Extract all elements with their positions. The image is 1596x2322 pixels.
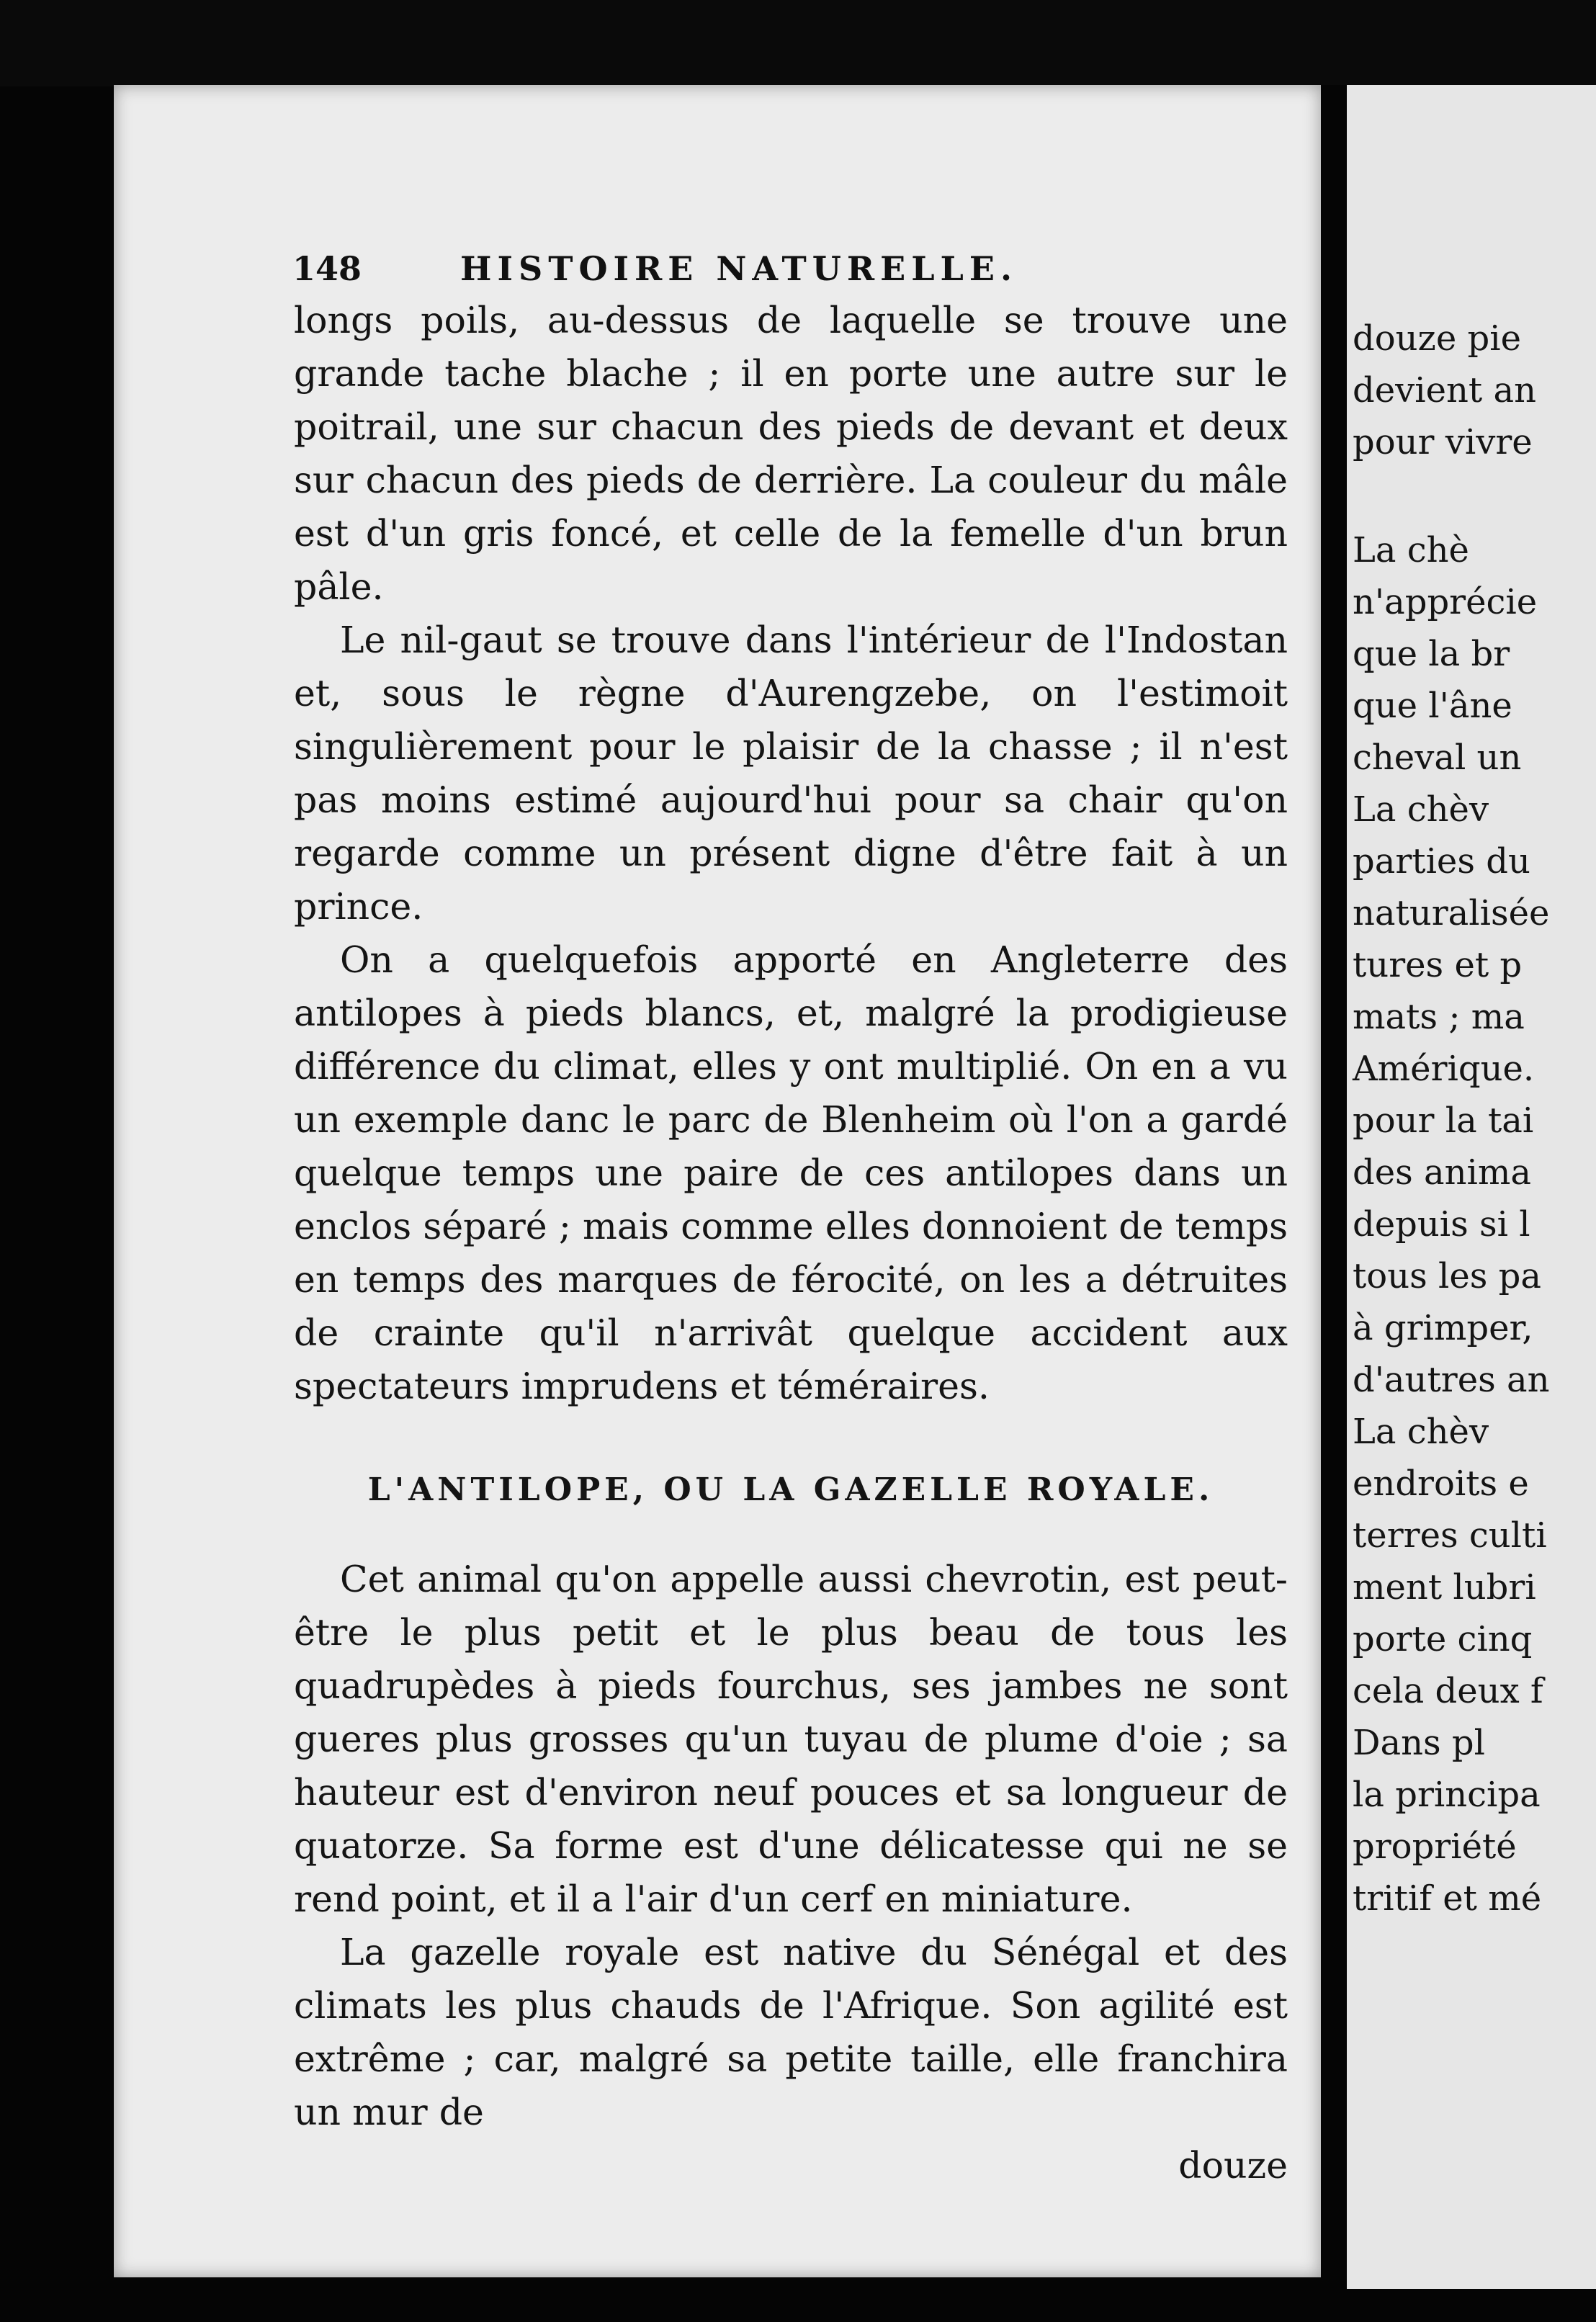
right-page-line: terres culti <box>1353 1515 1547 1556</box>
right-page-line: à grimper, <box>1353 1308 1533 1348</box>
right-page <box>1347 85 1596 2289</box>
right-page-line <box>1353 468 1596 524</box>
right-page-line: tous les pa <box>1353 1256 1541 1296</box>
page-body <box>294 294 1288 2192</box>
right-page-line: depuis si l <box>1353 1204 1530 1245</box>
right-page-line: pour vivre <box>1353 422 1533 462</box>
right-page-line: cela deux f <box>1353 1671 1543 1711</box>
right-page-line: Amérique. <box>1353 1049 1535 1089</box>
paragraph: Cet animal qu'on appelle aussi chevrotin, est peut-être le plus petit et le plus beau de tous les quadrupèdes à pieds fourchus, ses jambes ne sont gueres plus grosses qu'un tuyau de plume d'oie ; sa hauteur est d'environ neuf pouces et sa longueur de quatorze. Sa forme est d'une délicatesse qui ne se rend point, et il a l'air d'un cerf en miniature. <box>294 1558 1288 1920</box>
right-page-line: la principa <box>1353 1775 1541 1815</box>
catchword: douze <box>1178 2144 1288 2187</box>
right-page-line: ment lubri <box>1353 1567 1536 1608</box>
right-page-line: cheval un <box>1353 738 1522 778</box>
right-page-text <box>1353 313 1596 1924</box>
scan-background <box>0 0 1596 86</box>
right-page-line: devient an <box>1353 370 1536 411</box>
right-page-line: endroits e <box>1353 1463 1529 1504</box>
right-page-line: que la br <box>1353 634 1510 674</box>
right-page-line: parties du <box>1353 841 1530 882</box>
book-gutter <box>1321 85 1347 2289</box>
paragraph: longs poils, au-dessus de laquelle se trouve une grande tache blache ; il en porte une autre sur le poitrail, une sur chacun des pieds de devant et deux sur chacun des pieds de derrière. La couleur du mâle est d'un gris foncé, et celle de la femelle d'un brun pâle. <box>294 299 1288 608</box>
running-title: HISTOIRE NATURELLE. <box>460 249 1018 288</box>
right-page-line: propriété <box>1353 1826 1517 1867</box>
right-page-line: tures et p <box>1353 945 1523 985</box>
right-page-line: naturalisée <box>1353 893 1550 933</box>
right-page-line: La chèv <box>1353 789 1489 830</box>
right-page-line: tritif et mé <box>1353 1878 1542 1919</box>
right-page-line: Dans pl <box>1353 1723 1485 1763</box>
paragraph: On a quelquefois apporté en Angleterre des antilopes à pieds blancs, et, malgré la prodigieuse différence du climat, elles y ont multiplié. On en a vu un exemple danc le parc de Blenheim où l'on a gardé quelque temps une paire de ces antilopes dans un enclos séparé ; mais comme elles donnoient de temps en temps des marques de férocité, on les a détruites de crainte qu'il n'arrivât quelque accident aux spectateurs imprudens et téméraires. <box>294 938 1288 1407</box>
right-page-line: des anima <box>1353 1152 1532 1193</box>
right-page-line: d'autres an <box>1353 1360 1550 1400</box>
left-page <box>114 85 1321 2277</box>
right-page-line: La chè <box>1353 530 1469 570</box>
right-page-line: porte cinq <box>1353 1619 1533 1659</box>
paragraph: La gazelle royale est native du Sénégal et des climats les plus chauds de l'Afrique. Son agilité est extrême ; car, malgré sa petite taille, elle franchira un mur de <box>294 1931 1288 2133</box>
right-page-line: que l'âne <box>1353 686 1512 726</box>
right-page-line: douze pie <box>1353 318 1521 359</box>
right-page-line: La chèv <box>1353 1412 1489 1452</box>
page-number: 148 <box>292 249 362 288</box>
paragraph: Le nil-gaut se trouve dans l'intérieur de l'Indostan et, sous le règne d'Aurengzebe, on l'estimoit singulièrement pour le plaisir de la chasse ; il n'est pas moins estimé aujourd'hui pour sa chair qu'on regarde comme un présent digne d'être fait à un prince. <box>294 619 1288 928</box>
right-page-line: pour la tai <box>1353 1101 1534 1141</box>
section-heading: L'ANTILOPE, OU LA GAZELLE ROYALE. <box>367 1471 1214 1508</box>
right-page-line: mats ; ma <box>1353 997 1525 1037</box>
right-page-line: n'apprécie <box>1353 582 1538 622</box>
